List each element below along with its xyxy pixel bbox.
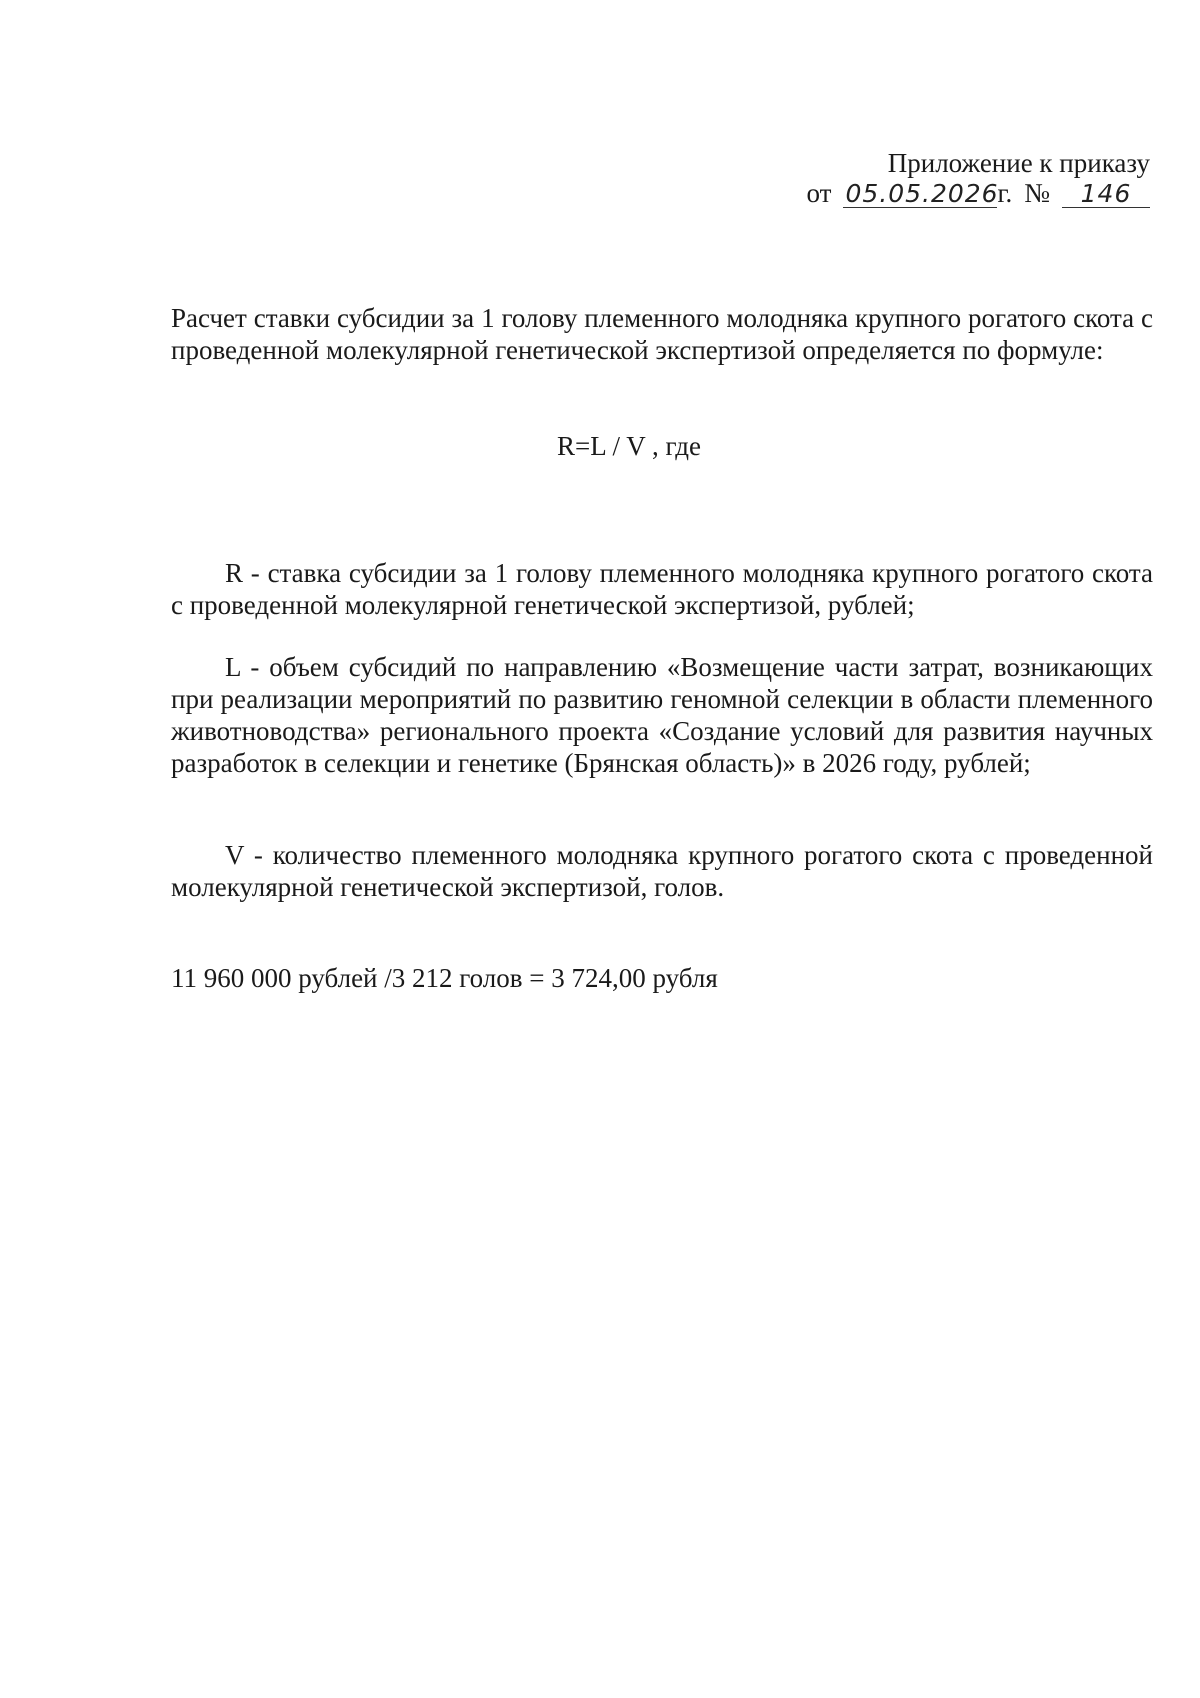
appendix-header	[690, 148, 1150, 208]
calculation-line: 11 960 000 рублей /3 212 голов = 3 724,00 рубля	[171, 963, 718, 993]
number-sign: №	[1024, 178, 1050, 208]
definition-l: L - объем субсидий по направлению «Возмещение части затрат, возникающих при реализации мероприятий по развитию геномной селекции в области племенного животноводства» регионального проекта «Создание условий для развития научных разработок в селекции и генетике (Брянская область)» в 2026 году, рублей;	[171, 652, 1153, 778]
date-suffix: г.	[997, 178, 1013, 208]
definition-r: R - ставка субсидии за 1 голову племенного молодняка крупного рогатого скота с проведенной молекулярной генетической экспертизой, рублей;	[171, 558, 1153, 620]
appendix-title: Приложение к приказу	[887, 148, 1150, 178]
order-number-handwritten: 146	[1062, 181, 1150, 208]
order-reference-line	[690, 178, 1150, 208]
definition-v: V - количество племенного молодняка крупного рогатого скота с проведенной молекулярной генетической экспертизой, голов.	[171, 840, 1153, 902]
order-date-handwritten: 05.05.2026	[845, 179, 999, 208]
date-prefix: от	[806, 178, 832, 208]
formula: R=L / V , где	[557, 431, 701, 461]
intro-paragraph: Расчет ставки субсидии за 1 голову племенного молодняка крупного рогатого скота с проведенной молекулярной генетической экспертизой определяется по формуле:	[171, 303, 1153, 365]
